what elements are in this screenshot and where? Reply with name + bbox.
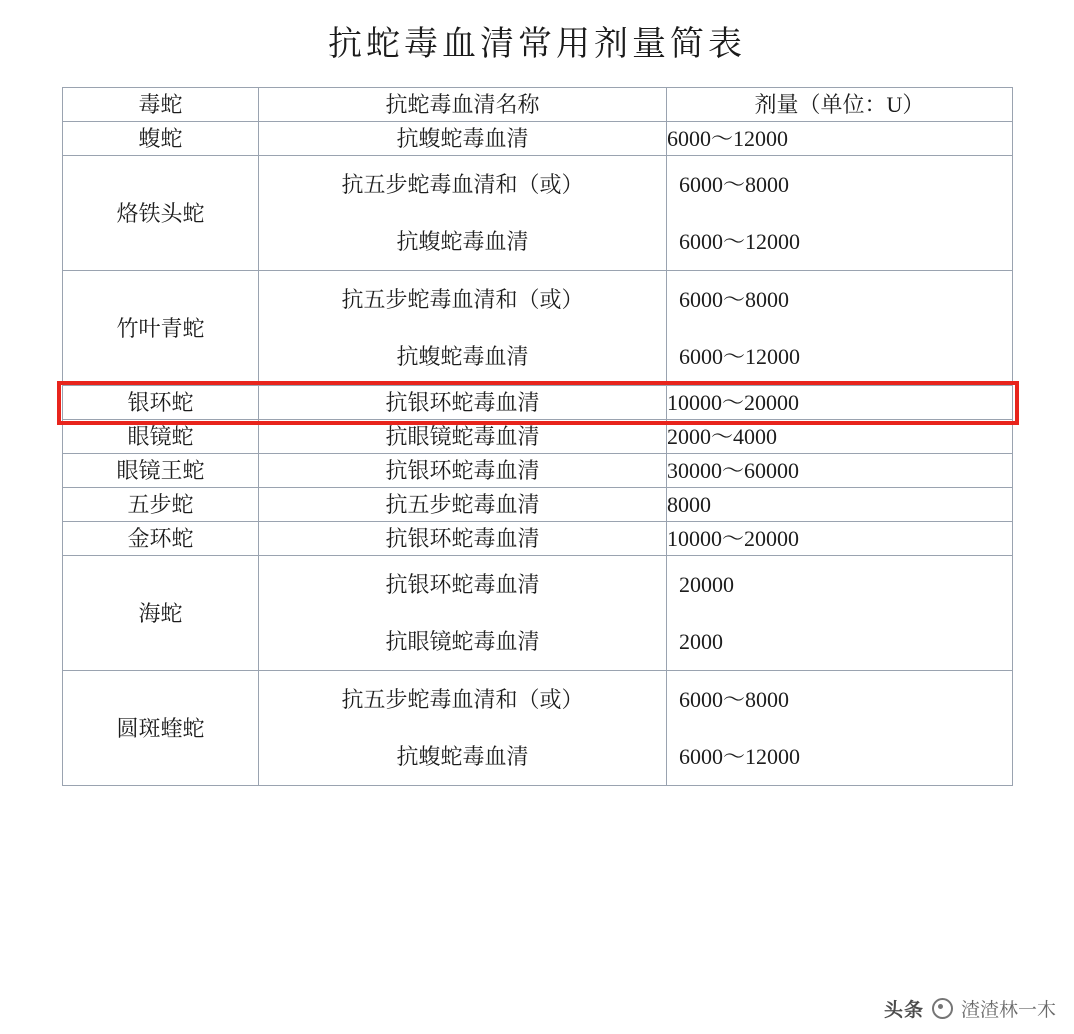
dose-line: 6000～8000	[679, 687, 790, 712]
cell-dose	[667, 556, 1013, 671]
cell-serum: 抗蝮蛇毒血清	[259, 122, 667, 156]
column-header-dose: 剂量（单位：U）	[667, 88, 1013, 122]
dose-line: 6000～12000	[679, 229, 801, 254]
serum-line: 抗五步蛇毒血清和（或）	[341, 172, 584, 197]
dose-lines	[667, 556, 1012, 670]
serum-line: 抗眼镜蛇毒血清	[385, 629, 540, 654]
serum-lines	[259, 556, 666, 670]
watermark-brand: 头条	[883, 1000, 924, 1021]
serum-line: 抗蝮蛇毒血清	[396, 744, 529, 769]
dose-line: 6000～12000	[679, 744, 801, 769]
serum-line: 抗蝮蛇毒血清	[396, 344, 529, 369]
serum-line: 抗五步蛇毒血清和（或）	[341, 287, 584, 312]
cell-snake: 五步蛇	[63, 488, 259, 522]
table-row	[63, 522, 1013, 556]
table-row	[63, 122, 1013, 156]
table-row	[63, 671, 1013, 786]
cell-serum	[259, 671, 667, 786]
cell-dose	[667, 671, 1013, 786]
dose-lines	[667, 671, 1012, 785]
table-container	[62, 87, 1012, 786]
cell-serum: 抗银环蛇毒血清	[259, 386, 667, 420]
cell-dose: 8000	[667, 488, 1013, 522]
cell-snake: 银环蛇	[63, 386, 259, 420]
cell-serum	[259, 271, 667, 386]
cell-dose: 10000～20000	[667, 522, 1013, 556]
serum-lines	[259, 271, 666, 385]
table-row	[63, 271, 1013, 386]
antivenom-dose-table	[62, 87, 1013, 786]
cell-dose: 10000～20000	[667, 386, 1013, 420]
serum-lines	[259, 671, 666, 785]
page-title: 抗蛇毒血清常用剂量简表	[328, 26, 746, 63]
serum-lines	[259, 156, 666, 270]
watermark-avatar-icon	[932, 998, 953, 1019]
cell-snake: 眼镜王蛇	[63, 454, 259, 488]
watermark-author: 渣渣林一木	[960, 1000, 1056, 1021]
dose-lines	[667, 156, 1012, 270]
dose-line: 6000～8000	[679, 172, 790, 197]
cell-snake: 眼镜蛇	[63, 420, 259, 454]
table-header-row	[63, 88, 1013, 122]
watermark	[884, 995, 1056, 1022]
table-row	[63, 556, 1013, 671]
cell-dose	[667, 271, 1013, 386]
dose-line: 6000～8000	[679, 287, 790, 312]
cell-snake: 蝮蛇	[63, 122, 259, 156]
table-row	[63, 156, 1013, 271]
table-row	[63, 454, 1013, 488]
cell-serum: 抗五步蛇毒血清	[259, 488, 667, 522]
serum-line: 抗银环蛇毒血清	[385, 572, 540, 597]
dose-lines	[667, 271, 1012, 385]
serum-line: 抗蝮蛇毒血清	[396, 229, 529, 254]
cell-snake: 金环蛇	[63, 522, 259, 556]
dose-line: 2000	[679, 629, 723, 654]
cell-snake: 圆斑蝰蛇	[63, 671, 259, 786]
column-header-snake: 毒蛇	[63, 88, 259, 122]
table-row	[63, 488, 1013, 522]
cell-serum: 抗银环蛇毒血清	[259, 522, 667, 556]
cell-serum: 抗眼镜蛇毒血清	[259, 420, 667, 454]
cell-snake: 烙铁头蛇	[63, 156, 259, 271]
dose-line: 6000～12000	[679, 344, 801, 369]
dose-line: 20000	[679, 572, 734, 597]
cell-dose	[667, 156, 1013, 271]
column-header-serum: 抗蛇毒血清名称	[259, 88, 667, 122]
cell-serum	[259, 156, 667, 271]
cell-serum	[259, 556, 667, 671]
cell-dose: 2000～4000	[667, 420, 1013, 454]
table-row	[63, 420, 1013, 454]
cell-snake: 竹叶青蛇	[63, 271, 259, 386]
cell-dose: 30000～60000	[667, 454, 1013, 488]
table-row-highlighted	[63, 386, 1013, 420]
cell-dose: 6000～12000	[667, 122, 1013, 156]
serum-line: 抗五步蛇毒血清和（或）	[341, 687, 584, 712]
cell-snake: 海蛇	[63, 556, 259, 671]
cell-serum: 抗银环蛇毒血清	[259, 454, 667, 488]
